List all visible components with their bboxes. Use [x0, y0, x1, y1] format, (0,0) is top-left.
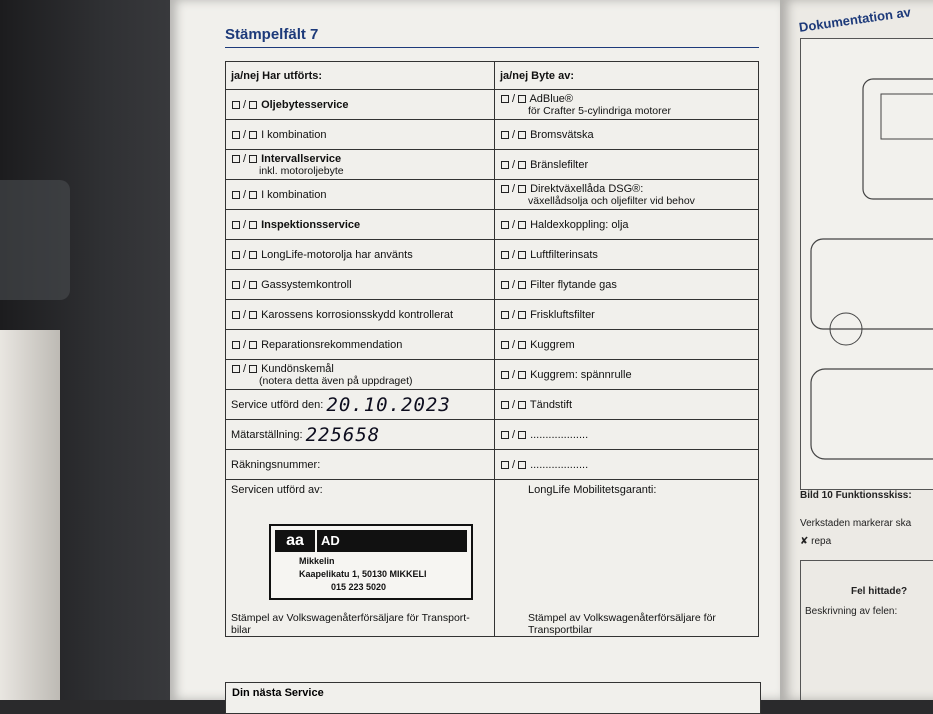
right-item-3-no-checkbox[interactable]: [518, 185, 526, 193]
table-row: [226, 210, 759, 240]
left-item-cell: [226, 300, 495, 330]
right-item-8-no-checkbox[interactable]: [518, 341, 526, 349]
left-item-2-yes-checkbox[interactable]: [232, 155, 240, 163]
table-row: [226, 420, 759, 450]
left-item-4-no-checkbox[interactable]: [249, 221, 257, 229]
right-item-cell: [495, 270, 759, 300]
next-service-section: [225, 682, 761, 714]
table-row: [226, 450, 759, 480]
right-page-text: Verkstaden markerar ska: [800, 518, 912, 529]
left-item-3-no-checkbox[interactable]: [249, 191, 257, 199]
right-item-cell: [495, 90, 759, 120]
left-item-8-no-checkbox[interactable]: [249, 341, 257, 349]
right-item-4-no-checkbox[interactable]: [518, 221, 526, 229]
service-date-value[interactable]: 20.10.2023: [326, 393, 451, 416]
left-header: ja/nej Har utförts:: [226, 62, 495, 90]
left-item-9-yes-checkbox[interactable]: [232, 365, 240, 373]
service-date-label: Service utförd den:: [231, 398, 324, 411]
left-item-label: Gassystemkontroll: [261, 278, 352, 291]
left-item-label: Intervallservice: [261, 152, 342, 165]
left-item-label: Reparationsrekommendation: [261, 338, 403, 351]
right-header: ja/nej Byte av:: [495, 62, 759, 90]
blank-item-1-yes-checkbox[interactable]: [501, 431, 509, 439]
right-item-cell: [495, 360, 759, 390]
left-item-label: Kundönskemål: [261, 362, 334, 375]
right-item-label: Bromsvätska: [530, 128, 594, 141]
dealer-city: Mikkelin: [299, 556, 335, 566]
left-item-label: Oljebytesservice: [261, 98, 349, 111]
fault-heading: Fel hittade?: [851, 586, 908, 597]
right-item-label: Bränslefilter: [530, 158, 589, 171]
slash: /: [242, 278, 247, 291]
table-row: [226, 120, 759, 150]
right-item-7-yes-checkbox[interactable]: [501, 311, 509, 319]
right-item-sublabel: för Crafter 5-cylindriga motorer: [528, 104, 671, 117]
slash: /: [511, 428, 516, 441]
right-item-cell: [495, 210, 759, 240]
left-item-label: Karossens korrosionsskydd kontrollerat: [261, 308, 454, 321]
slash: /: [242, 362, 247, 375]
dealer-stamp: [269, 524, 473, 600]
service-form-table: [225, 61, 759, 637]
left-item-sublabel: inkl. motoroljebyte: [259, 164, 344, 177]
right-item-label: Filter flytande gas: [530, 278, 617, 291]
table-row: [226, 390, 759, 420]
slash: /: [242, 218, 247, 231]
left-item-0-no-checkbox[interactable]: [249, 101, 257, 109]
left-item-label: I kombination: [261, 188, 327, 201]
right-item-cell: [495, 150, 759, 180]
service-by-label: Servicen utförd av:: [231, 484, 323, 496]
table-header-row: [226, 62, 759, 90]
right-item-4-yes-checkbox[interactable]: [501, 221, 509, 229]
right-item-label: Kuggrem: [530, 338, 575, 351]
left-item-cell: [226, 240, 495, 270]
title-rule: [225, 47, 759, 48]
vehicle-sketch-icon: [801, 39, 933, 489]
odometer-label: Mätarställning:: [231, 428, 303, 441]
slash: /: [511, 128, 516, 141]
vehicle-diagram-frame: [800, 38, 933, 490]
right-page-title: Dokumentation av: [798, 4, 912, 35]
right-item-sublabel: växellådsolja och oljefilter vid behov: [528, 194, 695, 207]
right-item-label: Friskluftsfilter: [530, 308, 595, 321]
slash: /: [511, 158, 516, 171]
right-item-2-yes-checkbox[interactable]: [501, 161, 509, 169]
table-row: [226, 90, 759, 120]
right-item-label: Luftfilterinsats: [530, 248, 598, 261]
right-item-5-no-checkbox[interactable]: [518, 251, 526, 259]
right-item-10-yes-checkbox[interactable]: [501, 401, 509, 409]
left-item-cell: [226, 150, 495, 180]
slash: /: [511, 182, 516, 195]
left-item-cell: [226, 120, 495, 150]
table-row: [226, 360, 759, 390]
table-row: [226, 150, 759, 180]
invoice-number-cell: [226, 450, 495, 480]
service-date-cell: [226, 390, 495, 420]
right-item-6-yes-checkbox[interactable]: [501, 281, 509, 289]
left-item-6-no-checkbox[interactable]: [249, 281, 257, 289]
slash: /: [511, 338, 516, 351]
page-title: Stämpelfält 7: [225, 26, 319, 43]
right-item-0-yes-checkbox[interactable]: [501, 95, 509, 103]
dealer-logo: aa: [275, 530, 315, 552]
left-item-2-no-checkbox[interactable]: [249, 155, 257, 163]
blank-item-cell: [495, 420, 759, 450]
odometer-cell: [226, 420, 495, 450]
left-item-1-no-checkbox[interactable]: [249, 131, 257, 139]
slash: /: [242, 308, 247, 321]
service-by-cell: [226, 480, 495, 637]
left-item-label: LongLife-motorolja har använts: [261, 248, 413, 261]
right-item-label: Haldexkoppling: olja: [530, 218, 629, 231]
left-item-7-no-checkbox[interactable]: [249, 311, 257, 319]
left-item-7-yes-checkbox[interactable]: [232, 311, 240, 319]
left-item-6-yes-checkbox[interactable]: [232, 281, 240, 289]
table-row: [226, 240, 759, 270]
right-item-cell: [495, 120, 759, 150]
invoice-number-label: Räkningsnummer:: [231, 458, 321, 471]
slash: /: [511, 398, 516, 411]
left-item-1-yes-checkbox[interactable]: [232, 131, 240, 139]
right-item-10-no-checkbox[interactable]: [518, 401, 526, 409]
right-item-cell: [495, 300, 759, 330]
left-item-5-yes-checkbox[interactable]: [232, 251, 240, 259]
dealer-phone: 015 223 5020: [331, 582, 387, 592]
right-item-label: Direktväxellåda DSG®:: [530, 182, 644, 195]
mobility-cell: [495, 480, 759, 637]
mobility-label: LongLife Mobilitetsgaranti:: [528, 484, 657, 496]
right-item-1-yes-checkbox[interactable]: [501, 131, 509, 139]
slash: /: [242, 338, 247, 351]
slash: /: [511, 92, 516, 105]
blank-item-line: ...................: [530, 458, 589, 471]
slash: /: [511, 308, 516, 321]
right-item-0-no-checkbox[interactable]: [518, 95, 526, 103]
slash: /: [242, 188, 247, 201]
right-item-6-no-checkbox[interactable]: [518, 281, 526, 289]
left-item-8-yes-checkbox[interactable]: [232, 341, 240, 349]
blank-item-2-yes-checkbox[interactable]: [501, 461, 509, 469]
slash: /: [242, 152, 247, 165]
figure-caption: Bild 10 Funktionsskiss:: [800, 490, 912, 501]
left-item-4-yes-checkbox[interactable]: [232, 221, 240, 229]
right-item-cell: [495, 180, 759, 210]
left-item-cell: [226, 330, 495, 360]
table-row: [226, 270, 759, 300]
slash: /: [511, 368, 516, 381]
left-item-label: Inspektionsservice: [261, 218, 361, 231]
table-row: [226, 180, 759, 210]
dealer-address: Kaapelikatu 1, 50130 MIKKELI: [299, 569, 427, 579]
slash: /: [511, 248, 516, 261]
left-item-3-yes-checkbox[interactable]: [232, 191, 240, 199]
blank-item-1-no-checkbox[interactable]: [518, 431, 526, 439]
stamp-note: Stämpel av Volkswagenåterförsäljare för Transport-bilar: [231, 612, 470, 636]
left-item-cell: [226, 180, 495, 210]
background-left: [0, 0, 185, 700]
left-item-cell: [226, 270, 495, 300]
left-item-label: I kombination: [261, 128, 327, 141]
table-row: [226, 330, 759, 360]
fault-description-label: Beskrivning av felen:: [805, 606, 898, 617]
blank-item-2-no-checkbox[interactable]: [518, 461, 526, 469]
right-item-cell: [495, 390, 759, 420]
document-page: [170, 0, 780, 700]
right-item-9-no-checkbox[interactable]: [518, 371, 526, 379]
right-item-3-yes-checkbox[interactable]: [501, 185, 509, 193]
right-item-8-yes-checkbox[interactable]: [501, 341, 509, 349]
stamp-note-right: Stämpel av Volkswagenåterförsäljare för Transportbilar: [528, 612, 716, 636]
slash: /: [242, 248, 247, 261]
right-page: [780, 0, 933, 700]
left-item-cell: [226, 210, 495, 240]
left-item-9-no-checkbox[interactable]: [249, 365, 257, 373]
right-item-cell: [495, 240, 759, 270]
left-item-0-yes-checkbox[interactable]: [232, 101, 240, 109]
right-item-5-yes-checkbox[interactable]: [501, 251, 509, 259]
stamp-row: [226, 480, 759, 637]
slash: /: [511, 458, 516, 471]
left-item-5-no-checkbox[interactable]: [249, 251, 257, 259]
right-item-9-yes-checkbox[interactable]: [501, 371, 509, 379]
dealer-name: AD: [317, 530, 467, 552]
fault-box: [800, 560, 933, 700]
left-item-sublabel: (notera detta även på uppdraget): [259, 374, 413, 387]
blank-item-line: ...................: [530, 428, 589, 441]
right-item-1-no-checkbox[interactable]: [518, 131, 526, 139]
right-item-2-no-checkbox[interactable]: [518, 161, 526, 169]
slash: /: [242, 128, 247, 141]
odometer-value[interactable]: 225658: [305, 423, 381, 446]
background-object: [0, 180, 70, 300]
right-page-legend: ✘ repa: [800, 536, 832, 547]
table-row: [226, 300, 759, 330]
left-item-cell: [226, 90, 495, 120]
right-item-label: Tändstift: [529, 398, 573, 411]
slash: /: [511, 278, 516, 291]
blank-item-cell: [495, 450, 759, 480]
right-item-label: Kuggrem: spännrulle: [530, 368, 632, 381]
right-item-label: AdBlue®: [529, 92, 574, 105]
left-item-cell: [226, 360, 495, 390]
background-light-area: [0, 330, 60, 700]
right-item-cell: [495, 330, 759, 360]
slash: /: [511, 218, 516, 231]
right-item-7-no-checkbox[interactable]: [518, 311, 526, 319]
slash: /: [242, 98, 247, 111]
next-service-label: Din nästa Service: [232, 687, 324, 699]
